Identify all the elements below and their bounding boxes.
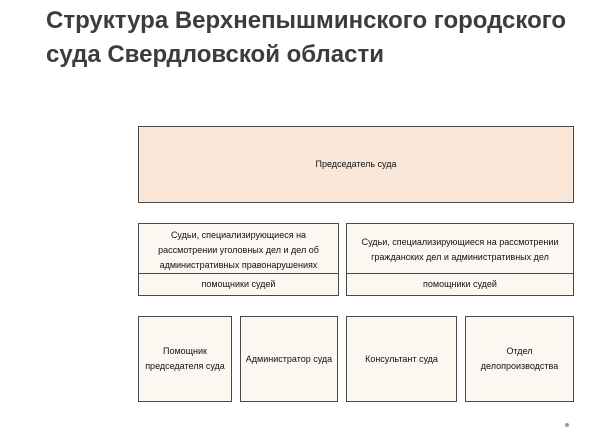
civil-judges-assistants: помощники судей (347, 273, 573, 295)
civil-judges-label: Судьи, специализирующиеся на рассмотрении гражданских дел и административных дел (361, 237, 559, 262)
criminal-judges-box (138, 223, 339, 296)
decorative-dot (565, 423, 569, 427)
page-title (46, 4, 602, 72)
records-department-box (465, 316, 574, 402)
court-administrator-label: Администратор суда (245, 353, 333, 364)
criminal-judges-label: Судьи, специализирующиеся на рассмотрении уголовных дел и дел об административных правонарушениях (158, 229, 319, 270)
records-department-label: Отдел делопроизводства (480, 346, 559, 371)
court-consultant-box (346, 316, 457, 402)
page-title-line-2: суда Свердловской области (46, 41, 384, 68)
criminal-judges-assistants: помощники судей (139, 273, 338, 295)
court-consultant-label: Консультант суда (365, 353, 438, 364)
chairman-box (138, 126, 574, 203)
chairman-assistant-label: Помощник председателя суда (145, 346, 225, 371)
court-administrator-box (240, 316, 338, 402)
civil-judges-box (346, 223, 574, 296)
page-title-line-1: Структура Верхнепышминского городского (46, 7, 567, 34)
chairman-assistant-box (138, 316, 232, 402)
chairman-label: Председатель суда (315, 159, 397, 169)
